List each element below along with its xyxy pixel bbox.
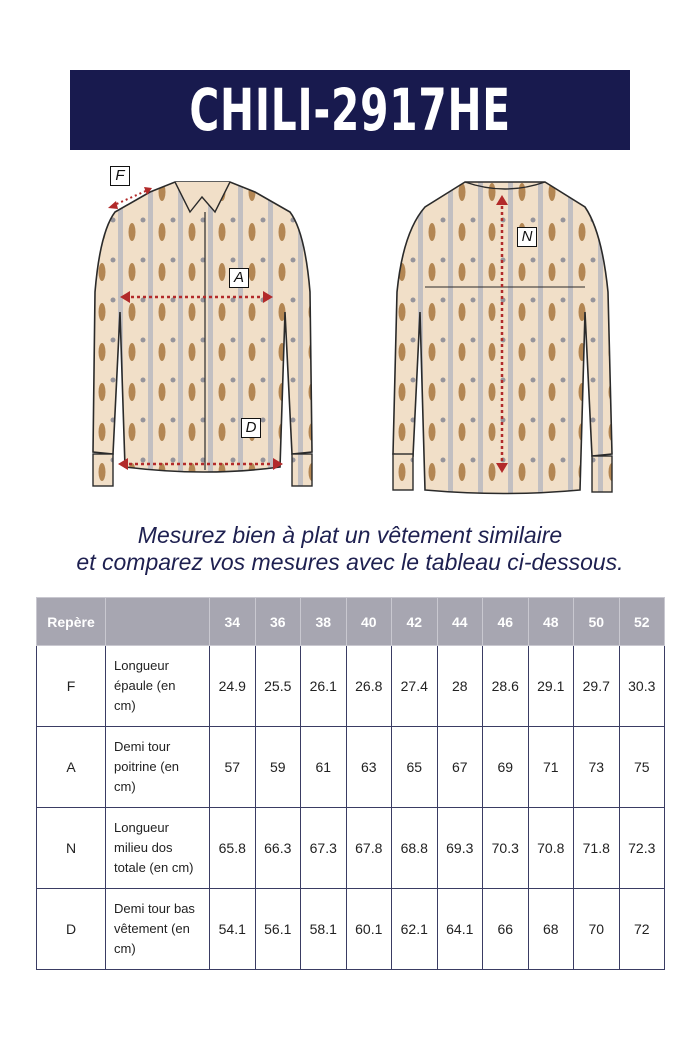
row-description-line: Longueur [114, 820, 169, 835]
size-value: 72.3 [619, 808, 665, 889]
size-header: 40 [346, 598, 392, 646]
size-value: 67.3 [301, 808, 347, 889]
size-header: 46 [483, 598, 529, 646]
row-description-line: Demi tour [114, 739, 171, 754]
marker-a: A [229, 268, 249, 288]
size-value: 26.1 [301, 646, 347, 727]
size-value: 67.8 [346, 808, 392, 889]
size-value: 66 [483, 889, 529, 970]
instructions-line-2: et comparez vos mesures avec le tableau ci-dessous. [76, 549, 624, 575]
marker-f: F [110, 166, 130, 186]
size-value: 59 [255, 727, 301, 808]
size-value: 63 [346, 727, 392, 808]
row-code: F [37, 646, 106, 727]
size-value: 68 [528, 889, 574, 970]
size-value: 67 [437, 727, 483, 808]
row-description-line: poitrine (en [114, 759, 180, 774]
size-value: 64.1 [437, 889, 483, 970]
size-value: 68.8 [392, 808, 438, 889]
table-row [37, 646, 665, 727]
size-header: 36 [255, 598, 301, 646]
size-value: 69.3 [437, 808, 483, 889]
size-value: 62.1 [392, 889, 438, 970]
size-value: 57 [210, 727, 256, 808]
size-chart-table [36, 597, 665, 970]
size-value: 56.1 [255, 889, 301, 970]
garment-back-drawing [380, 172, 635, 497]
size-value: 27.4 [392, 646, 438, 727]
header-description [106, 598, 210, 646]
size-value: 70.3 [483, 808, 529, 889]
instructions-line-1: Mesurez bien à plat un vêtement similaire [137, 522, 563, 548]
row-description-line: Longueur [114, 658, 169, 673]
size-value: 70 [574, 889, 620, 970]
size-header: 50 [574, 598, 620, 646]
size-value: 25.5 [255, 646, 301, 727]
size-value: 60.1 [346, 889, 392, 970]
size-value: 29.7 [574, 646, 620, 727]
product-title: CHILI-2917HE [189, 76, 511, 144]
size-value: 70.8 [528, 808, 574, 889]
table-row [37, 889, 665, 970]
size-value: 30.3 [619, 646, 665, 727]
size-value: 24.9 [210, 646, 256, 727]
garment-front-drawing [80, 172, 330, 497]
row-description [106, 808, 210, 889]
row-description-line: vêtement (en [114, 921, 190, 936]
row-description-line: milieu dos [114, 840, 173, 855]
row-description [106, 646, 210, 727]
row-description-line: totale (en cm) [114, 860, 194, 875]
marker-d: D [241, 418, 261, 438]
row-code: D [37, 889, 106, 970]
row-description [106, 727, 210, 808]
row-description-line: cm) [114, 941, 136, 956]
size-value: 65.8 [210, 808, 256, 889]
header-repere: Repère [37, 598, 106, 646]
size-value: 66.3 [255, 808, 301, 889]
size-value: 75 [619, 727, 665, 808]
row-description-line: épaule (en [114, 678, 176, 693]
row-description-line: cm) [114, 698, 136, 713]
row-code: A [37, 727, 106, 808]
row-description [106, 889, 210, 970]
size-value: 71 [528, 727, 574, 808]
size-value: 26.8 [346, 646, 392, 727]
size-header: 42 [392, 598, 438, 646]
size-value: 69 [483, 727, 529, 808]
table-row [37, 727, 665, 808]
size-value: 28 [437, 646, 483, 727]
size-header: 48 [528, 598, 574, 646]
row-description-line: cm) [114, 779, 136, 794]
size-header: 38 [301, 598, 347, 646]
table-row [37, 808, 665, 889]
size-value: 29.1 [528, 646, 574, 727]
size-value: 71.8 [574, 808, 620, 889]
measuring-instructions [0, 522, 700, 576]
size-header: 52 [619, 598, 665, 646]
title-banner [70, 70, 630, 150]
marker-n: N [517, 227, 537, 247]
row-code: N [37, 808, 106, 889]
size-header-row [37, 598, 665, 646]
size-header: 34 [210, 598, 256, 646]
size-value: 58.1 [301, 889, 347, 970]
size-value: 65 [392, 727, 438, 808]
size-header: 44 [437, 598, 483, 646]
size-value: 54.1 [210, 889, 256, 970]
row-description-line: Demi tour bas [114, 901, 195, 916]
size-value: 61 [301, 727, 347, 808]
size-value: 72 [619, 889, 665, 970]
size-value: 28.6 [483, 646, 529, 727]
size-value: 73 [574, 727, 620, 808]
